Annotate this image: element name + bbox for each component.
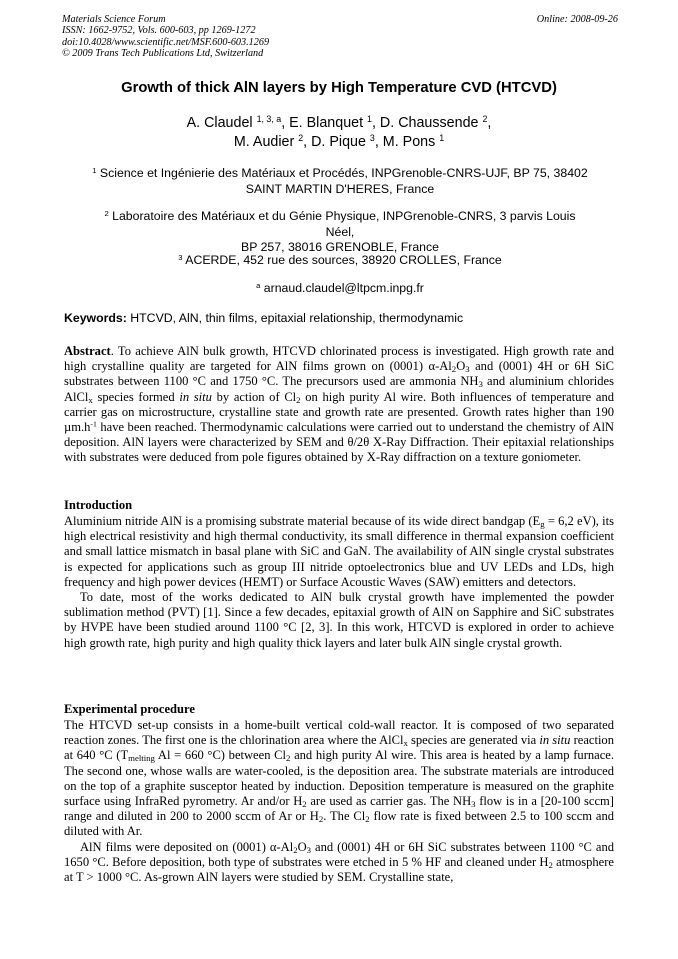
author-line-1: [0, 114, 678, 133]
copyright-line: © 2009 Trans Tech Publications Ltd, Switzerland: [62, 47, 264, 59]
affiliation-mark: 3: [178, 252, 183, 262]
abstract-text: and (0001) 4H or 6H SiC substrates between 1100 °C and 1750 °C. The precursors used are ammonia NH: [64, 359, 614, 389]
keywords-text: HTCVD, AlN, thin films, epitaxial relationship, thermodynamic: [126, 311, 464, 325]
author-affiliation-mark: 1: [367, 114, 372, 125]
online-date: Online: 2008-09-26: [536, 14, 618, 25]
author-affiliation-mark: 1, 3, a: [256, 114, 282, 125]
subscript: 2: [286, 753, 291, 764]
affiliation-3: [90, 253, 590, 269]
subscript: 2: [451, 364, 457, 375]
author-name: , M. Pons: [374, 134, 440, 150]
abstract-text: by action of Cl: [211, 389, 297, 404]
email-mark: a: [256, 280, 261, 290]
body-text: and high purity Al wire. This area is heated by a lamp furnace. The second one, whose walls are water-cooled, is the deposition area. The substrate materials are introduced on the top of a graphite susceptor heated by induction. Deposition temperature is measured on the graphite surface using InfraRed pyrometry. Ar and/or H: [64, 748, 614, 809]
author-name: , D. Chaussende: [371, 115, 483, 131]
author-name: , D. Pique: [303, 134, 370, 150]
subscript: melting: [128, 753, 155, 764]
abstract-text: on high purity Al wire. Both influences of temperature and carrier gas on microstructure, crystalline state and growth rate are presented. Growth rates higher than 190 µm.h: [64, 389, 614, 435]
abstract-section: [64, 344, 614, 466]
author-name: A. Claudel: [186, 115, 257, 131]
body-text: O: [297, 839, 307, 854]
affiliation-text: Science et Ingénierie des Matériaux et Procédés, INPGrenoble-CNRS-UJF, BP 75, 38402: [96, 166, 588, 180]
subscript: 2: [318, 814, 324, 825]
subscript: 2: [548, 860, 553, 871]
experimental-paragraph: [64, 718, 614, 840]
body-text: AlN films were deposited on (0001) α-Al: [80, 839, 294, 854]
author-affiliation-mark: 3: [369, 133, 375, 144]
journal-header: [62, 14, 618, 59]
introduction-paragraph: [64, 514, 614, 590]
author-separator: ,: [487, 115, 492, 131]
body-text: species are generated via: [407, 733, 540, 748]
author-list: [0, 114, 678, 152]
author-affiliation-mark: 2: [482, 114, 488, 125]
email-address: arnaud.claudel@ltpcm.inpg.fr: [260, 281, 424, 295]
affiliation-2: [90, 209, 590, 256]
introduction-section: [64, 514, 614, 651]
body-text: flow is in a [20-100 sccm] range and diluted in 200 to 2000 sccm of Ar or H: [64, 794, 614, 824]
subscript: 2: [296, 394, 301, 405]
affiliation-text: BP 257, 38016 GRENOBLE, France: [241, 240, 439, 254]
experimental-section: [64, 718, 614, 885]
body-text: Aluminium nitride AlN is a promising substrate material because of its wide direct bandgap (E: [64, 514, 541, 528]
body-text: atmosphere at T > 1000 °C. As-grown AlN layers were studied by SEM. Crystalline state,: [64, 854, 614, 885]
subscript: x: [403, 738, 408, 749]
abstract-text: . To achieve AlN bulk growth, HTCVD chlorinated process is investigated. High growth rate and high crystalline quality are targeted for AlN films grown on (0001) α-Al: [64, 344, 614, 374]
experimental-paragraph: [64, 840, 614, 886]
body-text: flow rate is fixed between 2.5 to 100 sccm and diluted with Ar.: [64, 809, 614, 839]
affiliation-mark: 2: [104, 208, 109, 218]
introduction-heading: Introduction: [64, 498, 133, 512]
body-text: and (0001) 4H or 6H SiC substrates between 1100 °C and 1650 °C. Before deposition, both type of substrates were etched in 5 % HF and cleaned under H: [64, 839, 615, 869]
keywords-line: [64, 311, 463, 325]
body-text: Al = 660 °C) between Cl: [154, 748, 287, 763]
author-affiliation-mark: 1: [439, 133, 445, 144]
subscript: 3: [478, 379, 483, 390]
body-text: The HTCVD set-up consists in a home-built vertical cold-wall reactor. It is composed of two separated reaction zones. The first one is the chlorination area where the AlCl: [64, 718, 614, 748]
abstract-text: and aluminium chlorides AlCl: [64, 374, 614, 404]
abstract-text: O: [456, 359, 466, 374]
issn-line: ISSN: 1662-9752, Vols. 600-603, pp 1269-1272: [62, 25, 256, 37]
abstract-paragraph: [64, 344, 614, 466]
abstract-text: species formed: [92, 389, 180, 404]
author-name: , E. Blanquet: [281, 115, 368, 131]
subscript: 2: [302, 799, 307, 810]
affiliation-text: ACERDE, 452 rue des sources, 38920 CROLLES, France: [182, 253, 502, 267]
keywords-label: Keywords:: [64, 311, 127, 325]
doi-line: doi:10.4028/www.scientific.net/MSF.600-603.1269: [62, 36, 270, 48]
introduction-paragraph: To date, most of the works dedicated to AlN bulk crystal growth have implemented the powder sublimation method (PVT) [1]. Since a few decades, epitaxial growth of AlN on Sapphire and SiC substrates by HVPE have been studied around 1100 °C [2, 3]. In this work, HTCVD is explored in order to achieve high growth rate, high purity and high quality thick layers and later bulk AlN single crystal growth.: [64, 590, 614, 650]
body-text: = 6,2 eV), its high electrical resistivity and high thermal conductivity, its small difference in thermal expansion coefficient and small lattice mismatch in basal plane with SiC and GaN. The availability of AlN single crystal substrates is expected for applications such as group III nitride optoelectronics blue and UV LEDs and LDs, high frequency and high power devices (HEMT) or Surface Acoustic Waves (SAW) emitters and detectors.: [64, 514, 615, 589]
contact-email: [90, 281, 590, 297]
body-text: are used as carrier gas. The NH: [306, 794, 472, 809]
abstract-text: have been reached. Thermodynamic calculations were carried out to understand the chemistry of AlN deposition. AlN layers were characterized by SEM and θ/2θ X-Ray Diffraction. Their epitaxial relationships with substrates were deduced from pole figures obtained by X-Ray diffraction on a texture goniometer.: [64, 420, 614, 465]
author-affiliation-mark: 2: [298, 133, 304, 144]
affiliation-text: SAINT MARTIN D'HERES, France: [245, 181, 435, 196]
subscript: 2: [293, 844, 298, 855]
abstract-label: Abstract: [64, 344, 111, 358]
experimental-heading: Experimental procedure: [64, 702, 195, 716]
subscript: 3: [471, 799, 476, 810]
paper-title: Growth of thick AlN layers by High Temperature CVD (HTCVD): [121, 80, 557, 96]
affiliation-1: [90, 166, 590, 197]
author-line-2: [0, 133, 678, 152]
superscript: -1: [90, 419, 97, 429]
affiliation-text: Laboratoire des Matériaux et du Génie Physique, INPGrenoble-CNRS, 3 parvis Louis Néel,: [108, 209, 576, 239]
subscript: x: [88, 394, 93, 405]
italic-text: in situ: [179, 389, 212, 404]
subscript: g: [540, 519, 545, 530]
subscript: 2: [365, 814, 370, 825]
journal-name: Materials Science Forum: [62, 14, 166, 25]
body-text: . The Cl: [323, 809, 366, 824]
affiliation-mark: 1: [92, 165, 97, 175]
author-name: M. Audier: [233, 134, 299, 150]
body-text: reaction at 640 °C (T: [64, 733, 614, 763]
italic-text: in situ: [539, 733, 571, 748]
subscript: 3: [465, 364, 470, 375]
subscript: 3: [306, 844, 312, 855]
